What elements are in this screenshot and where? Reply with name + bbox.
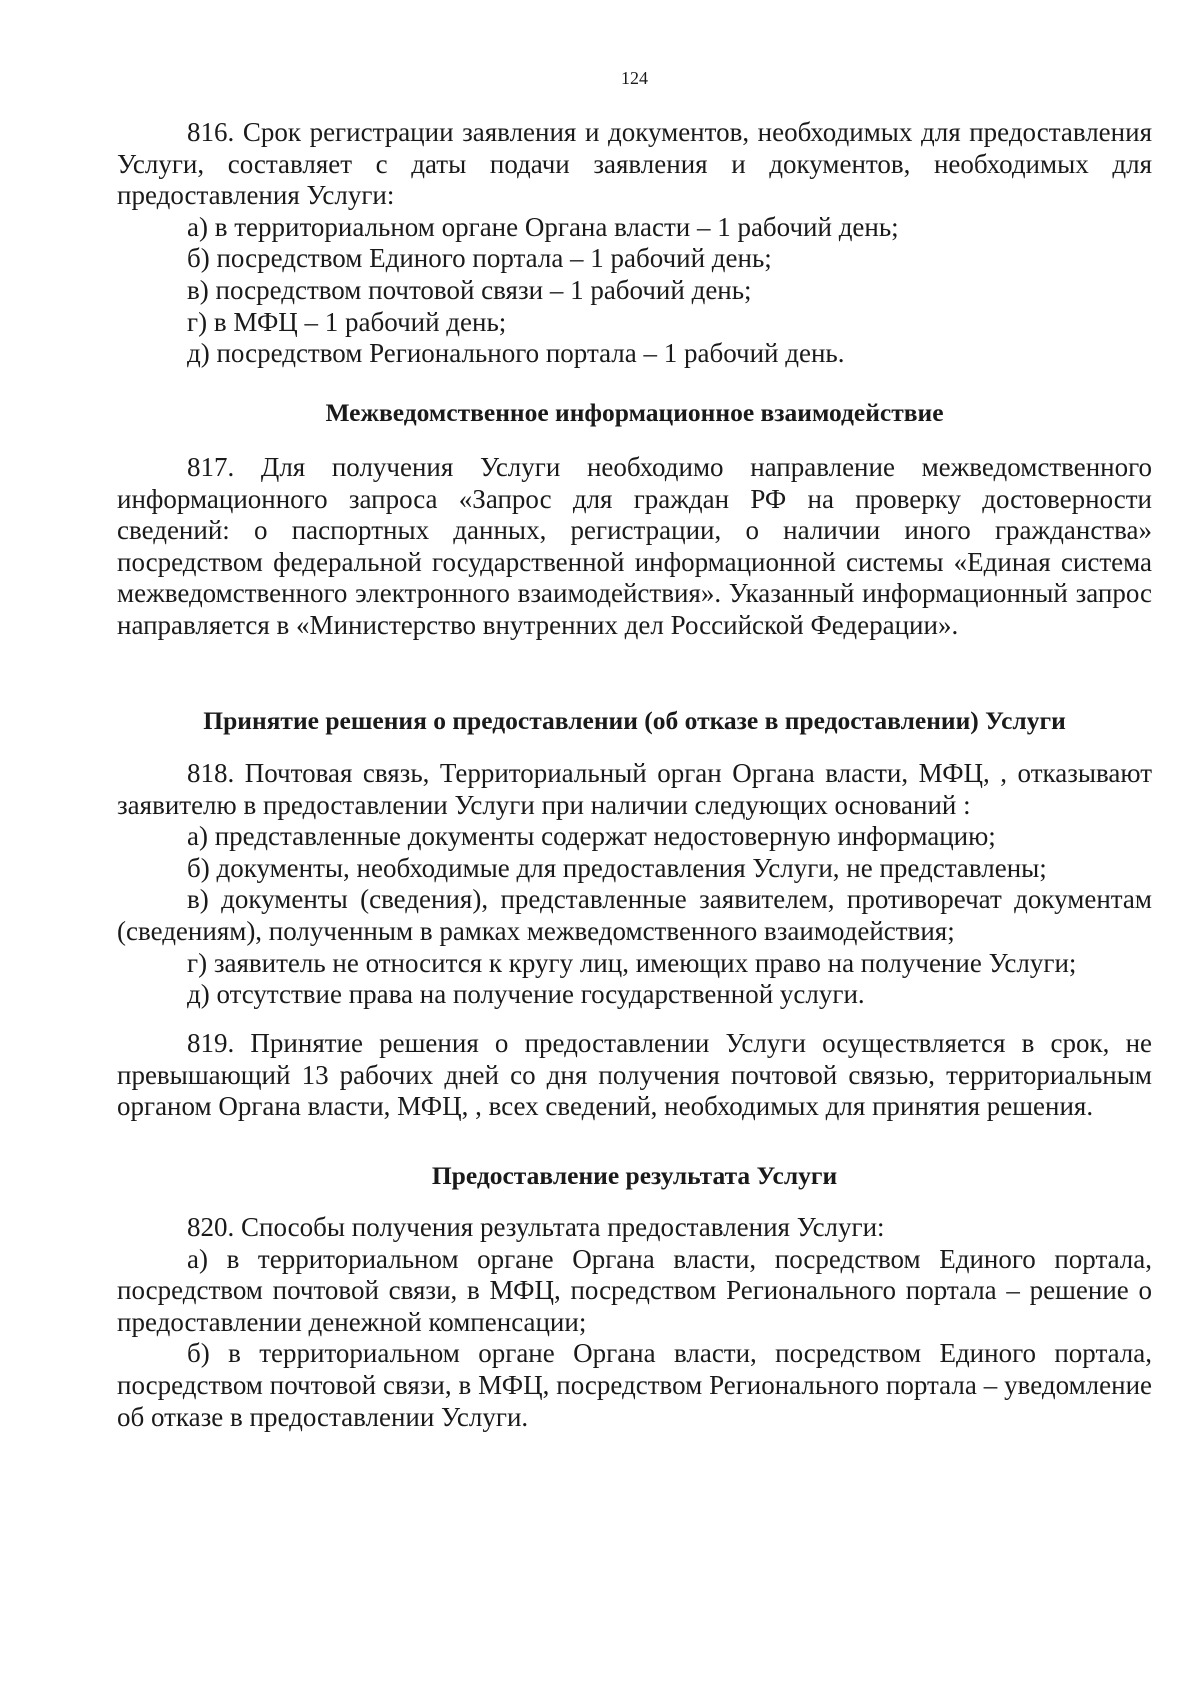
section-heading: Предоставление результата Услуги xyxy=(431,1161,838,1190)
list-item: г) заявитель не относится к кругу лиц, имеющих право на получение Услуги; xyxy=(187,947,1077,978)
section-817 xyxy=(117,452,1152,642)
section-818 xyxy=(117,758,1152,1011)
list-item: а) в территориальном органе Органа власти – 1 рабочий день; xyxy=(187,211,899,242)
paragraph-818: 818. Почтовая связь, Территориальный орган Органа власти, МФЦ, , отказывают заявителю в предоставлении Услуги при наличии следующих оснований : xyxy=(117,758,1152,820)
paragraph-817: 817. Для получения Услуги необходимо направление межведомственного информационного запроса «Запрос для граждан РФ на проверку достоверности сведений: о паспортных данных, регистрации, о наличии иного гражданства» посредством федеральной государственной информационной системы «Единая система межведомственного электронного взаимодействия». Указанный информационный запрос направляется в «Министерство внутренних дел Российской Федерации». xyxy=(117,452,1152,640)
paragraph-819: 819. Принятие решения о предоставлении Услуги осуществляется в срок, не превышающий 13 рабочих дней со дня получения почтовой связью, территориальным органом Органа власти, МФЦ, , всех сведений, необходимых для принятия решения. xyxy=(117,1028,1152,1122)
list-item: в) посредством почтовой связи – 1 рабочий день; xyxy=(187,274,752,305)
list-item: б) в территориальном органе Органа власти, посредством Единого портала, посредством почтовой связи, в МФЦ, посредством Регионального портала – уведомление об отказе в предоставлении Услуги. xyxy=(117,1338,1152,1432)
section-819 xyxy=(117,1028,1152,1123)
list-item: д) отсутствие права на получение государственной услуги. xyxy=(187,979,865,1010)
section-heading: Межведомственное информационное взаимодействие xyxy=(325,398,944,427)
list-item: б) документы, необходимые для предоставления Услуги, не представлены; xyxy=(187,852,1047,883)
page-number: 124 xyxy=(621,68,648,88)
paragraph-816: 816. Срок регистрации заявления и документов, необходимых для предоставления Услуги, составляет с даты подачи заявления и документов, необходимых для предоставления Услуги: xyxy=(117,117,1152,211)
list-item: б) посредством Единого портала – 1 рабочий день; xyxy=(187,243,772,274)
heading-result-block xyxy=(117,1160,1152,1192)
list-item: а) представленные документы содержат недостоверную информацию; xyxy=(187,821,996,852)
section-816 xyxy=(117,117,1152,370)
list-item: а) в территориальном органе Органа власти, посредством Единого портала, посредством почтовой связи, в МФЦ, посредством Регионального портала – решение о предоставлении денежной компенсации; xyxy=(117,1243,1152,1337)
document-page xyxy=(117,0,1152,1697)
heading-decision-block xyxy=(117,705,1152,737)
list-item: в) документы (сведения), представленные заявителем, противоречат документам (сведениям), полученным в рамках межведомственного взаимодействия; xyxy=(117,884,1152,946)
section-820 xyxy=(117,1212,1152,1433)
list-item: г) в МФЦ – 1 рабочий день; xyxy=(187,306,507,337)
paragraph-820: 820. Способы получения результата предоставления Услуги: xyxy=(187,1212,885,1242)
heading-interagency-block xyxy=(117,397,1152,429)
section-heading: Принятие решения о предоставлении (об отказе в предоставлении) Услуги xyxy=(203,706,1066,735)
list-item: д) посредством Регионального портала – 1 рабочий день. xyxy=(187,338,845,369)
